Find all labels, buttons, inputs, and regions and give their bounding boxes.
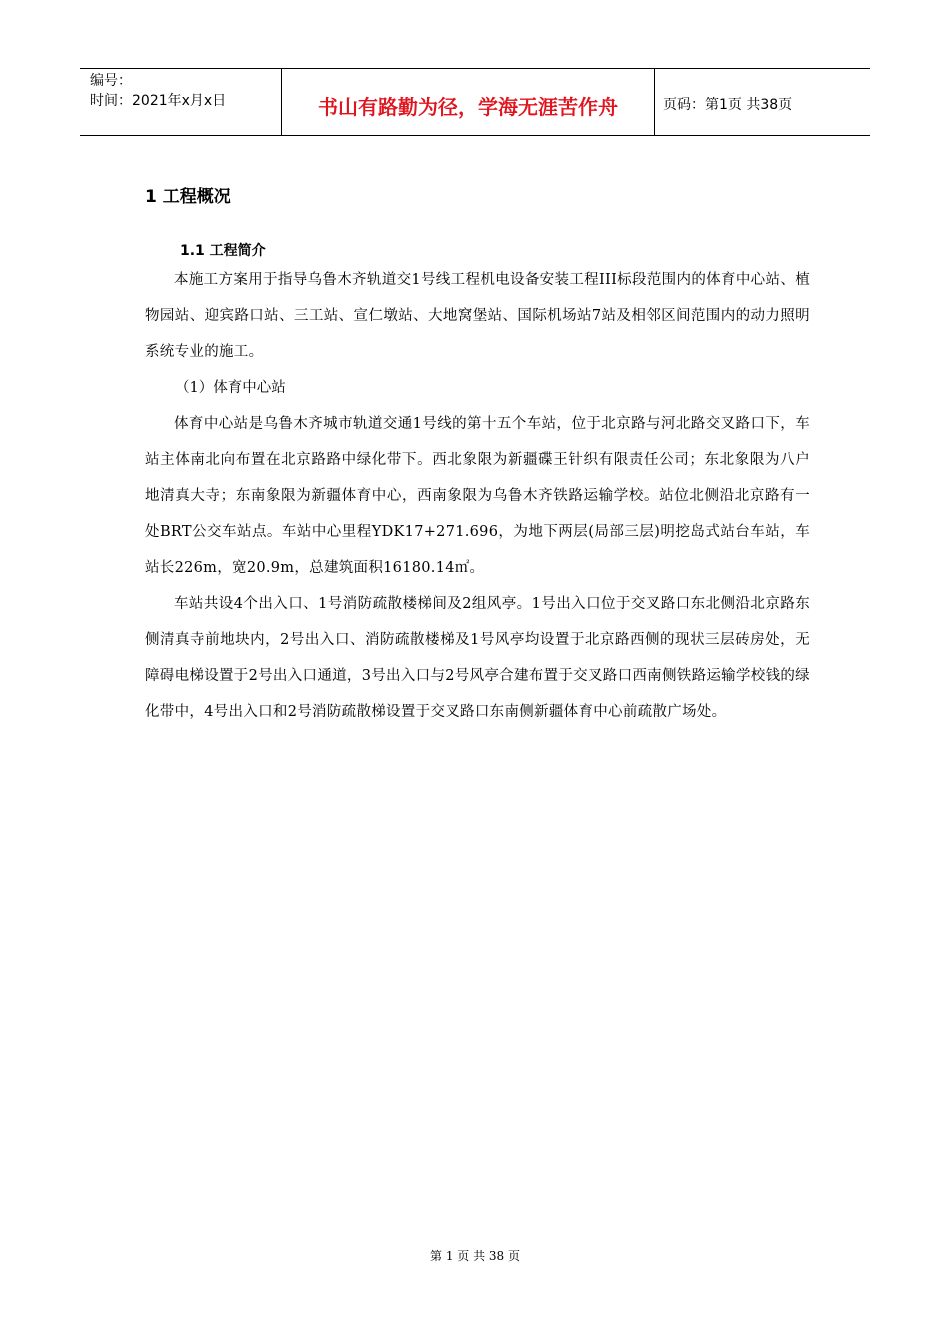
document-header bbox=[80, 68, 870, 136]
paragraph-intro: 本施工方案用于指导乌鲁木齐轨道交1号线工程机电设备安装工程III标段范围内的体育中心站、植物园站、迎宾路口站、三工站、宣仁墩站、大地窝堡站、国际机场站7站及相邻区间范围内的动力照明系统专业的施工。 bbox=[145, 272, 810, 360]
subsection-heading: 1.1 工程简介 bbox=[180, 243, 266, 259]
time-label: 时间：2021年x月x日 bbox=[90, 93, 227, 109]
paragraph-exits: 车站共设4个出入口、1号消防疏散楼梯间及2组风亭。1号出入口位于交叉路口东北侧沿北京路东侧清真寺前地块内，2号出入口、消防疏散楼梯及1号风亭均设置于北京路西侧的现状三层砖房处，无障碍电梯设置于2号出入口通道，3号出入口与2号风亭合建布置于交叉路口西南侧铁路运输学校钱的绿化带中，4号出入口和2号消防疏散梯设置于交叉路口东南侧新疆体育中心前疏散广场处。 bbox=[145, 596, 810, 720]
page-footer: 第 1 页 共 38 页 bbox=[430, 1249, 520, 1263]
header-meta-cell bbox=[80, 69, 282, 135]
header-motto: 书山有路勤为径，学海无涯苦作舟 bbox=[282, 69, 655, 135]
header-page-info: 页码：第1页 共38页 bbox=[663, 97, 793, 113]
item-heading: （1）体育中心站 bbox=[175, 380, 286, 396]
number-label: 编号： bbox=[90, 73, 132, 89]
paragraph-station: 体育中心站是乌鲁木齐城市轨道交通1号线的第十五个车站，位于北京路与河北路交叉路口下，车站主体南北向布置在北京路路中绿化带下。西北象限为新疆碟王针织有限责任公司；东北象限为八户地清真大寺；东南象限为新疆体育中心，西南象限为乌鲁木齐铁路运输学校。站位北侧沿北京路有一处BRT公交车站点。车站中心里程YDK17+271.696，为地下两层(局部三层)明挖岛式站台车站，车站长226m，宽20.9m，总建筑面积16180.14㎡。 bbox=[145, 416, 810, 576]
section-heading: 1 工程概况 bbox=[145, 187, 231, 207]
document-body bbox=[145, 170, 810, 730]
